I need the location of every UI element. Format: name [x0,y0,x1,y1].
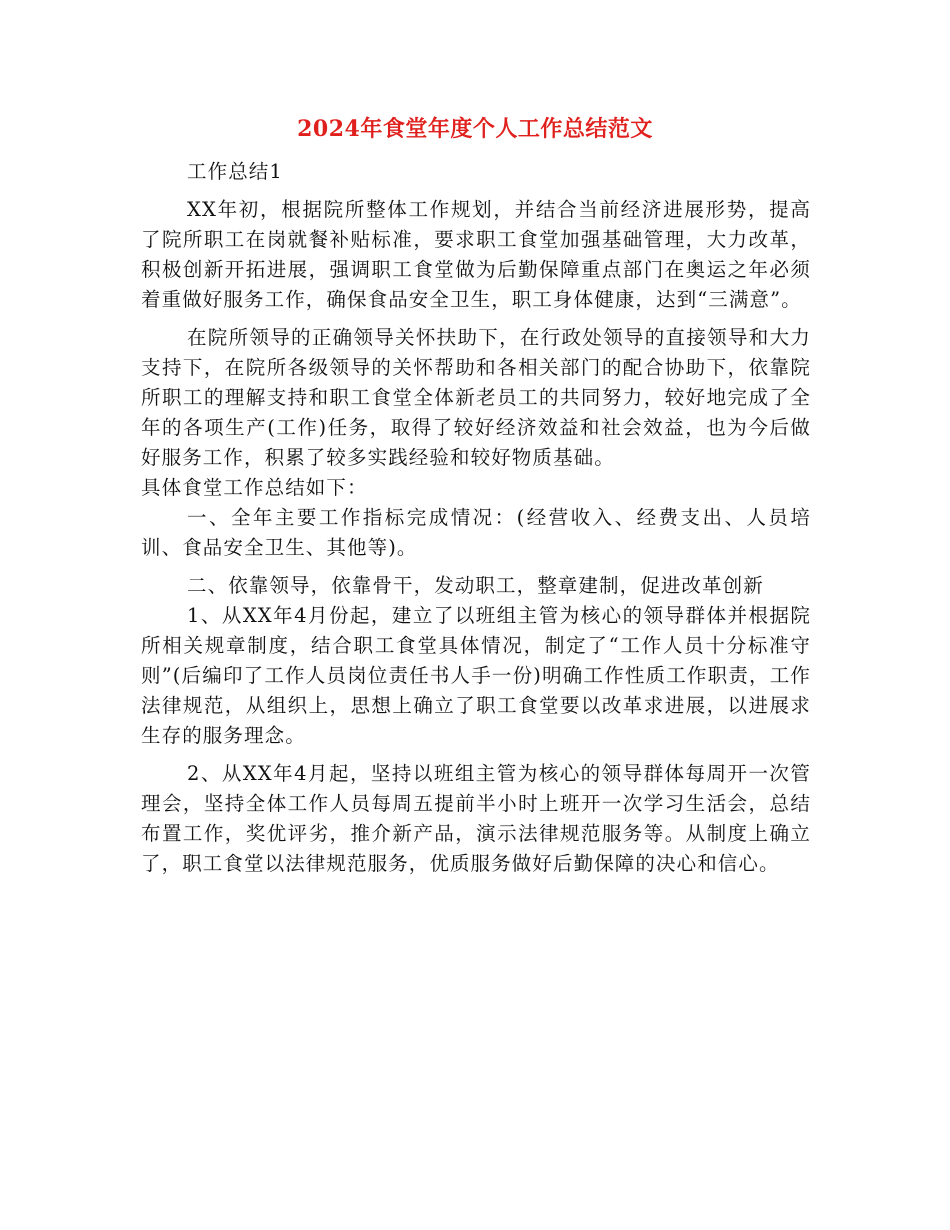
paragraph-summary-lead: 具体食堂工作总结如下： [141,476,368,499]
document-title: 2024年食堂年度个人工作总结范文 [297,116,653,142]
paragraph-item-1: 一、全年主要工作指标完成情况：(经营收入、经费支出、人员培训、食品安全卫生、其他等)。 [141,506,811,559]
section-heading: 工作总结1 [187,160,283,183]
paragraph-subitem-2: 2、从XX年4月起，坚持以班组主管为核心的领导群体每周开一次管理会，坚持全体工作人员每周五提前半小时上班开一次学习生活会，总结布置工作，奖优评劣，推介新产品，演示法律规范服务等。从制度上确立了，职工食堂以法律规范服务，优质服务做好后勤保障的决心和信心。 [141,762,811,875]
paragraph-subitem-1: 1、从XX年4月份起，建立了以班组主管为核心的领导群体并根据院所相关规章制度，结合职工食堂具体情况，制定了“工作人员十分标准守则”(后编印了工作人员岗位责任书人手一份)明确工作性质工作职责，工作法律规范，从组织上，思想上确立了职工食堂要以改革求进展，以进展求生存的服务理念。 [141,604,811,747]
paragraph-intro: XX年初，根据院所整体工作规划，并结合当前经济进展形势，提高了院所职工在岗就餐补贴标准，要求职工食堂加强基础管理，大力改革，积极创新开拓进展，强调职工食堂做为后勤保障重点部门在奥运之年必须着重做好服务工作，确保食品安全卫生，职工身体健康，达到“三满意”。 [141,198,811,311]
paragraph-achievements: 在院所领导的正确领导关怀扶助下，在行政处领导的直接领导和大力支持下，在院所各级领导的关怀帮助和各相关部门的配合协助下，依靠院所职工的理解支持和职工食堂全体新老员工的共同努力，较好地完成了全年的各项生产(工作)任务，取得了较好经济效益和社会效益，也为今后做好服务工作，积累了较多实践经验和较好物质基础。 [141,326,811,469]
paragraph-item-2: 二、依靠领导，依靠骨干，发动职工，整章建制，促进改革创新 [187,574,764,597]
document-body [141,157,811,879]
